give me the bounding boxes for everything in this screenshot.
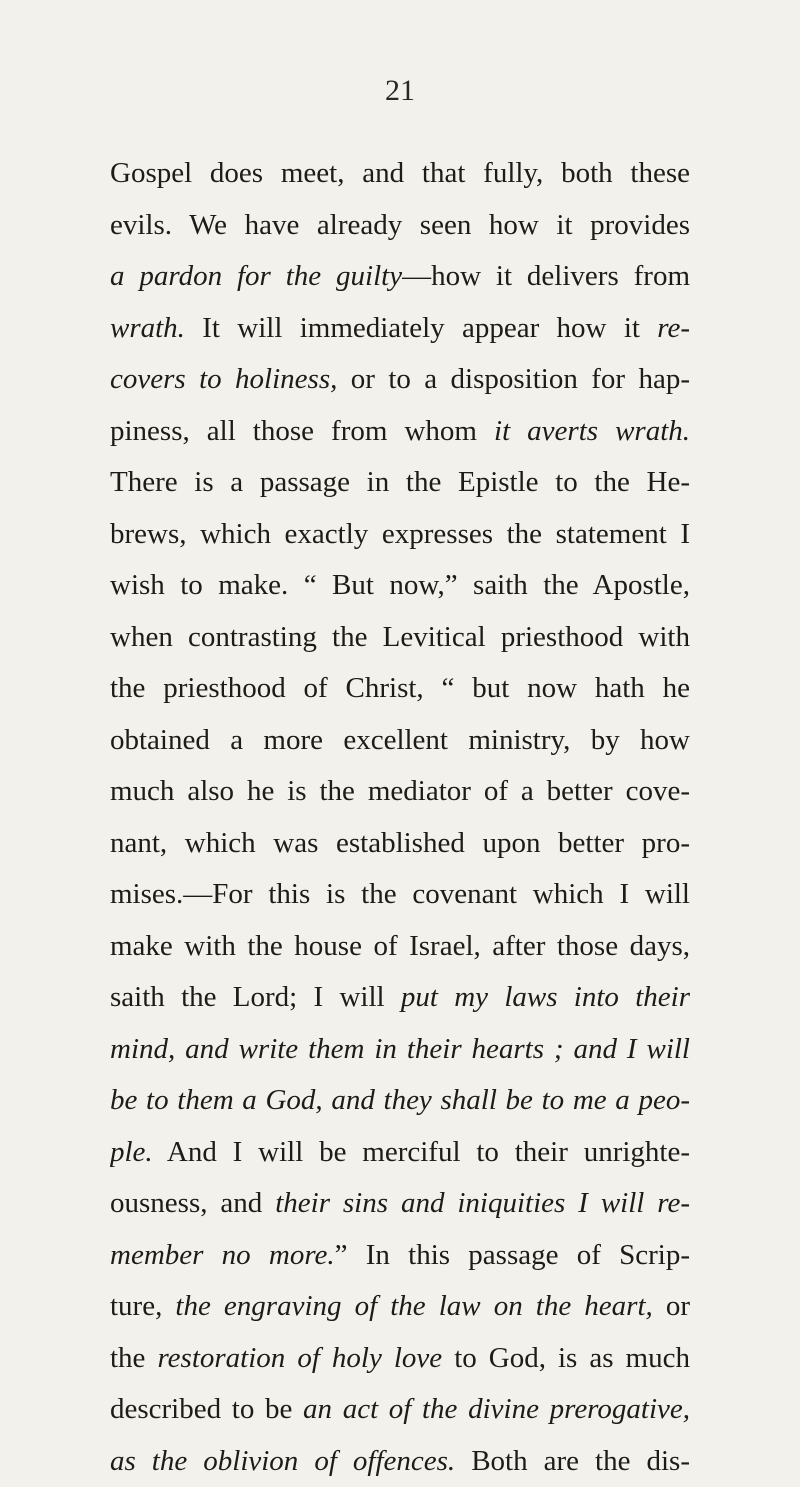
text-line [110, 972, 690, 1024]
italic-text-segment: re- [657, 312, 690, 344]
text-line [110, 869, 690, 921]
italic-text-segment: their sins and iniquities I will re- [275, 1187, 690, 1219]
italic-text-segment: put my laws into their [401, 981, 690, 1013]
text-line [110, 354, 690, 406]
text-segment: or [653, 1290, 690, 1322]
text-segment: make with the house of Israel, after those days, [110, 930, 690, 962]
page-number: 21 [0, 74, 800, 108]
text-segment: the [110, 1342, 157, 1374]
text-segment: It will immediately appear how it [185, 312, 657, 344]
italic-text-segment: wrath. [110, 312, 185, 344]
text-line [110, 1281, 690, 1333]
text-segment: described to be [110, 1393, 303, 1425]
text-segment: ture, [110, 1290, 175, 1322]
text-line [110, 1024, 690, 1076]
text-line [110, 663, 690, 715]
text-line [110, 1075, 690, 1127]
text-line [110, 509, 690, 561]
text-line [110, 1436, 690, 1487]
text-line [110, 1384, 690, 1436]
text-segment: Both are the dis- [455, 1445, 690, 1477]
text-line [110, 1127, 690, 1179]
italic-text-segment: a pardon for the guilty [110, 260, 402, 292]
text-segment: brews, which exactly expresses the statement I [110, 518, 690, 550]
italic-text-segment: mind, and write them in their hearts ; and I will [110, 1033, 690, 1065]
text-line [110, 200, 690, 252]
italic-text-segment: be to them a God, and they shall be to me a peo- [110, 1084, 690, 1116]
text-segment: There is a passage in the Epistle to the He- [110, 466, 690, 498]
text-line [110, 1178, 690, 1230]
text-segment: when contrasting the Levitical priesthood with [110, 621, 690, 653]
italic-text-segment: covers to holiness, [110, 363, 337, 395]
text-segment: obtained a more excellent ministry, by how [110, 724, 690, 756]
text-segment: evils. We have already seen how it provides [110, 209, 690, 241]
italic-text-segment: as the oblivion of offences. [110, 1445, 455, 1477]
text-segment: to God, is as much [442, 1342, 690, 1374]
italic-text-segment: it averts wrath. [494, 415, 690, 447]
text-line [110, 148, 690, 200]
italic-text-segment: the engraving of the law on the heart, [175, 1290, 652, 1322]
text-segment: the priesthood of Christ, “ but now hath he [110, 672, 690, 704]
text-line [110, 612, 690, 664]
text-line [110, 818, 690, 870]
italic-text-segment: member no more. [110, 1239, 335, 1271]
text-line [110, 457, 690, 509]
italic-text-segment: restoration of holy love [157, 1342, 442, 1374]
text-line [110, 921, 690, 973]
text-line [110, 766, 690, 818]
text-line [110, 715, 690, 767]
text-segment: ” In this passage of Scrip- [335, 1239, 690, 1271]
text-line [110, 251, 690, 303]
text-segment: ousness, and [110, 1187, 275, 1219]
text-line [110, 303, 690, 355]
text-line [110, 1333, 690, 1385]
text-segment: much also he is the mediator of a better cove- [110, 775, 690, 807]
italic-text-segment: ple. [110, 1136, 153, 1168]
text-segment: mises.—For this is the covenant which I will [110, 878, 690, 910]
text-segment: piness, all those from whom [110, 415, 494, 447]
text-line [110, 1230, 690, 1282]
text-segment: Gospel does meet, and that fully, both these [110, 157, 690, 189]
text-segment: saith the Lord; I will [110, 981, 401, 1013]
text-line [110, 560, 690, 612]
body-text [110, 148, 690, 1487]
italic-text-segment: an act of the divine prerogative, [303, 1393, 690, 1425]
text-segment: nant, which was established upon better pro- [110, 827, 690, 859]
text-segment: And I will be merciful to their unrighte- [153, 1136, 690, 1168]
text-segment: —how it delivers from [402, 260, 690, 292]
text-segment: wish to make. “ But now,” saith the Apostle, [110, 569, 690, 601]
text-line [110, 406, 690, 458]
text-segment: or to a disposition for hap- [337, 363, 690, 395]
